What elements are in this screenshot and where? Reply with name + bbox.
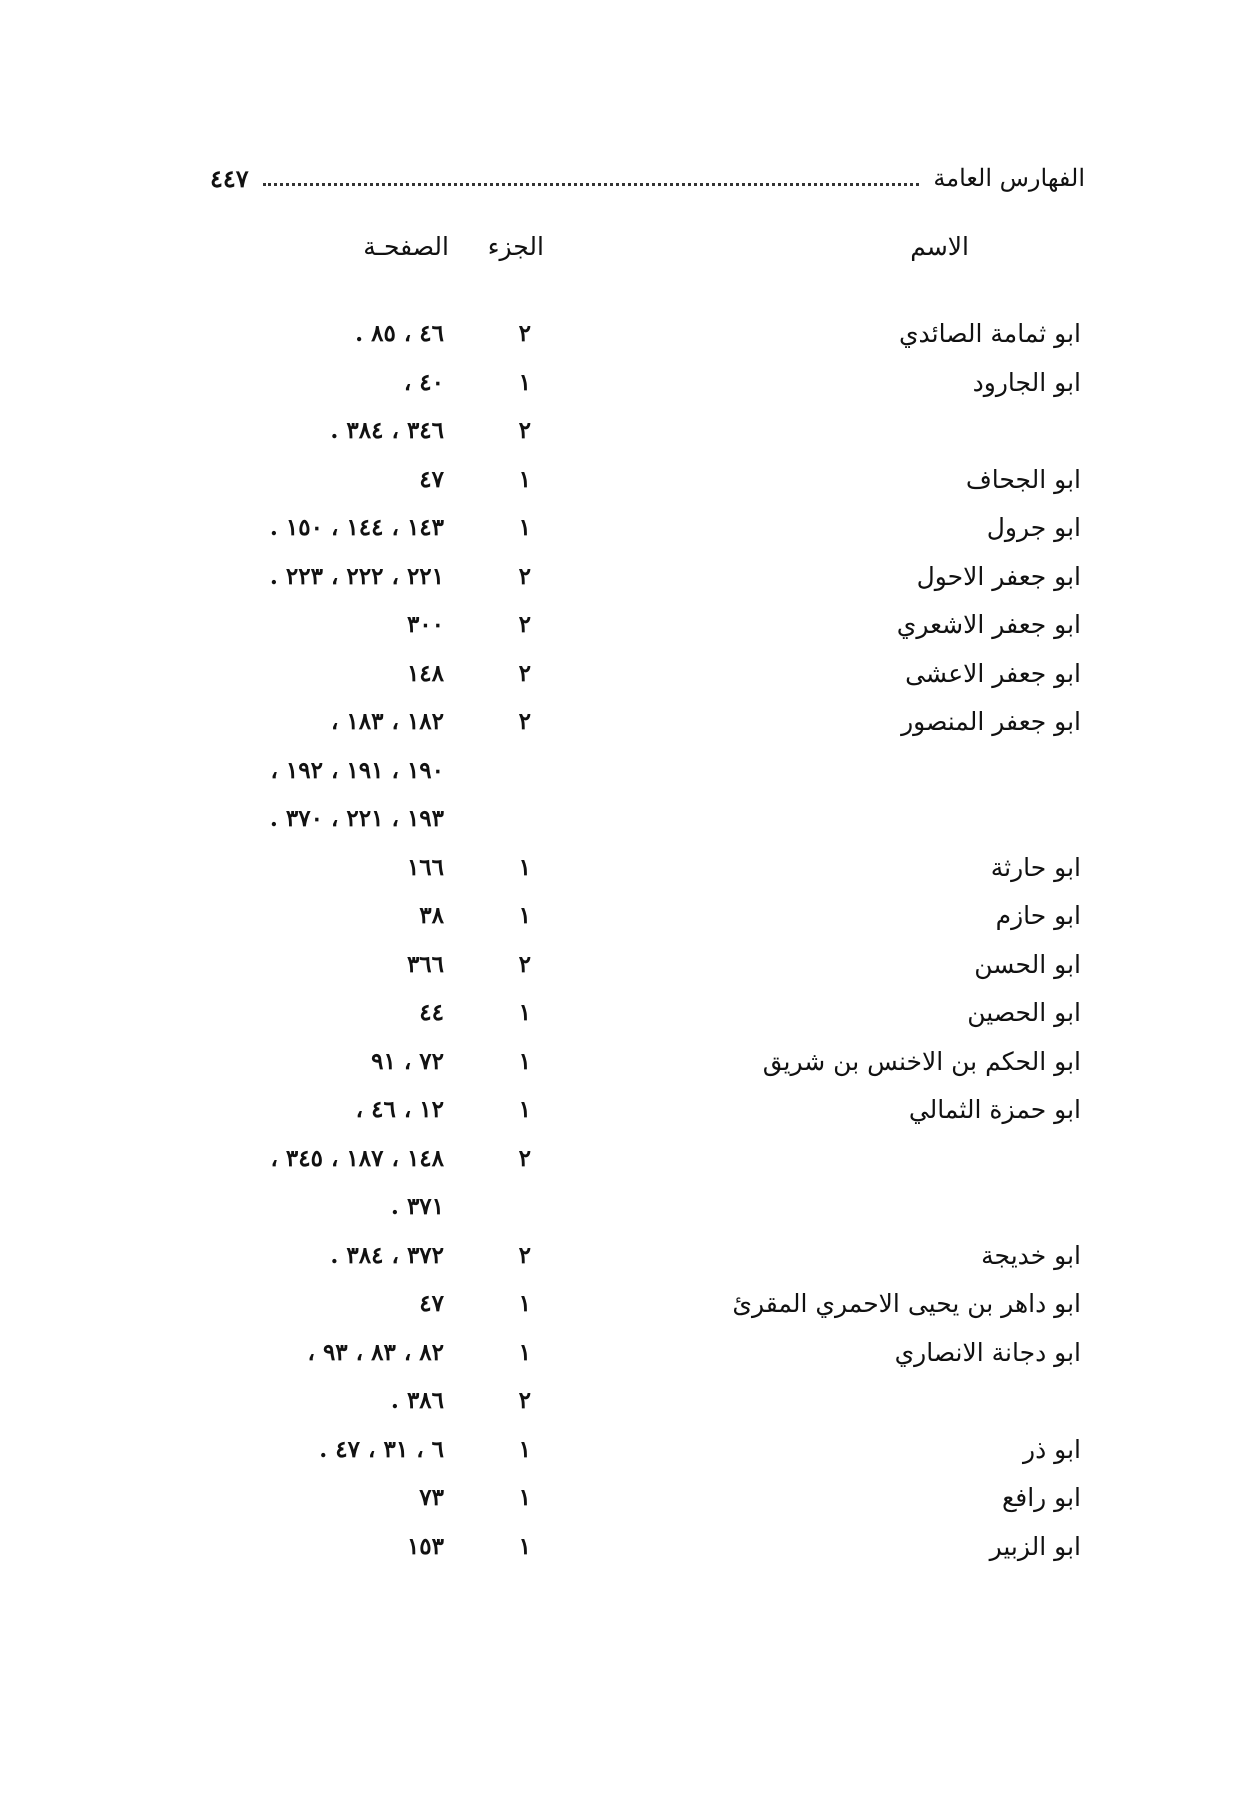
entry-name: ابو الحصين xyxy=(967,998,1081,1027)
entry-name: ابو ذر xyxy=(1023,1434,1081,1464)
entry-pages: ١٩٣ ، ٢٢١ ، ٣٧٠ . xyxy=(269,805,444,832)
index-row xyxy=(0,510,1249,559)
entry-part: ١ xyxy=(518,514,531,541)
entry-part: ١ xyxy=(518,1484,531,1511)
index-row xyxy=(0,898,1249,947)
index-row xyxy=(0,753,1249,802)
entry-part: ١ xyxy=(518,368,531,396)
index-row xyxy=(0,1480,1249,1529)
index-row xyxy=(0,1335,1249,1384)
entry-part: ١ xyxy=(518,853,531,881)
entry-part: ١ xyxy=(518,1532,531,1560)
column-header-page: الصفحـة xyxy=(363,232,449,261)
index-row xyxy=(0,1141,1249,1190)
index-row xyxy=(0,1092,1249,1141)
entry-part: ٢ xyxy=(518,659,531,687)
entry-part: ١ xyxy=(518,465,531,493)
entry-pages: ١٢ ، ٤٦ ، xyxy=(355,1096,444,1123)
index-row xyxy=(0,413,1249,462)
entry-name: ابو حارثة xyxy=(990,852,1081,882)
entry-pages: ٣٦٦ xyxy=(406,950,444,978)
entry-pages: ٣٨ xyxy=(419,902,444,929)
index-row xyxy=(0,365,1249,414)
index-row xyxy=(0,995,1249,1044)
entry-pages: ١٤٣ ، ١٤٤ ، ١٥٠ . xyxy=(269,514,444,541)
entry-pages: ٤٠ ، xyxy=(403,368,444,396)
index-row xyxy=(0,947,1249,996)
index-row xyxy=(0,1383,1249,1432)
entry-part: ٢ xyxy=(518,1241,531,1269)
entry-pages: ١٤٨ xyxy=(406,659,444,687)
entry-pages: ١٤٨ ، ١٨٧ ، ٣٤٥ ، xyxy=(270,1144,444,1172)
index-row xyxy=(0,1044,1249,1093)
entry-pages: ٣٤٦ ، ٣٨٤ . xyxy=(330,417,444,444)
entry-pages: ٤٧ xyxy=(419,465,444,493)
entry-part: ٢ xyxy=(518,1144,531,1172)
index-row xyxy=(0,462,1249,511)
index-row xyxy=(0,607,1249,656)
index-row xyxy=(0,1432,1249,1481)
entry-part: ١ xyxy=(518,1435,531,1463)
entry-name: ابو داهر بن يحيى الاحمري المقرئ xyxy=(732,1289,1081,1318)
entry-name: ابو جعفر الاشعري xyxy=(896,610,1081,639)
entry-name: ابو الجارود xyxy=(972,367,1081,397)
index-row xyxy=(0,559,1249,608)
index-row xyxy=(0,656,1249,705)
index-row xyxy=(0,704,1249,753)
entry-part: ٢ xyxy=(518,417,531,444)
entry-pages: ٧٣ xyxy=(419,1484,444,1511)
entry-pages: ٣٨٦ . xyxy=(390,1387,444,1414)
column-header-part: الجزء xyxy=(487,232,544,261)
page-number: ٤٤٧ xyxy=(210,163,249,193)
entry-name: ابو جعفر المنصور xyxy=(901,707,1081,736)
running-header xyxy=(210,160,1085,196)
index-row xyxy=(0,801,1249,850)
entry-pages: ٤٧ xyxy=(419,1290,444,1317)
entry-pages: ٢٢١ ، ٢٢٢ ، ٢٢٣ . xyxy=(269,562,444,590)
index-row xyxy=(0,1286,1249,1335)
entry-part: ٢ xyxy=(518,1387,531,1414)
index-row xyxy=(0,850,1249,899)
entry-name: ابو ثمامة الصائدي xyxy=(898,319,1081,348)
entry-name: ابو رافع xyxy=(1001,1483,1081,1512)
entry-pages: ٤٦ ، ٨٥ . xyxy=(355,320,444,347)
index-row xyxy=(0,316,1249,365)
column-header-name: الاسم xyxy=(910,232,969,261)
entry-pages: ٦ ، ٣١ ، ٤٧ . xyxy=(319,1435,444,1463)
entry-name: ابو جعفر الاحول xyxy=(916,561,1081,591)
entry-part: ١ xyxy=(518,1290,531,1317)
entry-pages: ١٥٣ xyxy=(406,1532,444,1560)
entry-name: ابو خديجة xyxy=(981,1240,1081,1270)
entry-pages: ٧٢ ، ٩١ xyxy=(371,1047,444,1075)
entry-part: ٢ xyxy=(518,950,531,978)
entry-name: ابو الجحاف xyxy=(965,464,1081,494)
entry-part: ١ xyxy=(518,999,531,1026)
entry-pages: ٣٧٢ ، ٣٨٤ . xyxy=(330,1241,444,1269)
index-list xyxy=(0,316,1249,1577)
entry-name: ابو الحكم بن الاخنس بن شريق xyxy=(762,1046,1081,1076)
index-row xyxy=(0,1189,1249,1238)
index-row xyxy=(0,1238,1249,1287)
entry-name: ابو دجانة الانصاري xyxy=(894,1337,1081,1367)
entry-part: ١ xyxy=(518,1338,531,1366)
entry-part: ٢ xyxy=(518,708,531,735)
entry-name: ابو حازم xyxy=(995,901,1081,930)
entry-name: ابو جعفر الاعشى xyxy=(905,658,1081,688)
entry-name: ابو حمزة الثمالي xyxy=(908,1095,1081,1124)
entry-part: ١ xyxy=(518,1047,531,1075)
entry-pages: ١٨٢ ، ١٨٣ ، xyxy=(330,708,444,735)
entry-part: ١ xyxy=(518,902,531,929)
dot-leader xyxy=(263,183,920,186)
entry-pages: ١٩٠ ، ١٩١ ، ١٩٢ ، xyxy=(270,756,444,784)
entry-name: ابو الحسن xyxy=(974,949,1081,979)
entry-pages: ١٦٦ xyxy=(406,853,444,881)
entry-part: ٢ xyxy=(518,611,531,638)
entry-part: ٢ xyxy=(518,562,531,590)
entry-pages: ٨٢ ، ٨٣ ، ٩٣ ، xyxy=(307,1338,444,1366)
entry-name: ابو الزبير xyxy=(989,1531,1081,1561)
entry-name: ابو جرول xyxy=(986,513,1081,542)
entry-pages: ٣٠٠ xyxy=(406,611,444,638)
running-header-title: الفهارس العامة xyxy=(933,164,1085,192)
entry-pages: ٣٧١ . xyxy=(390,1193,444,1220)
index-row xyxy=(0,1529,1249,1578)
entry-pages: ٤٤ xyxy=(419,999,444,1026)
entry-part: ٢ xyxy=(518,320,531,347)
entry-part: ١ xyxy=(518,1096,531,1123)
